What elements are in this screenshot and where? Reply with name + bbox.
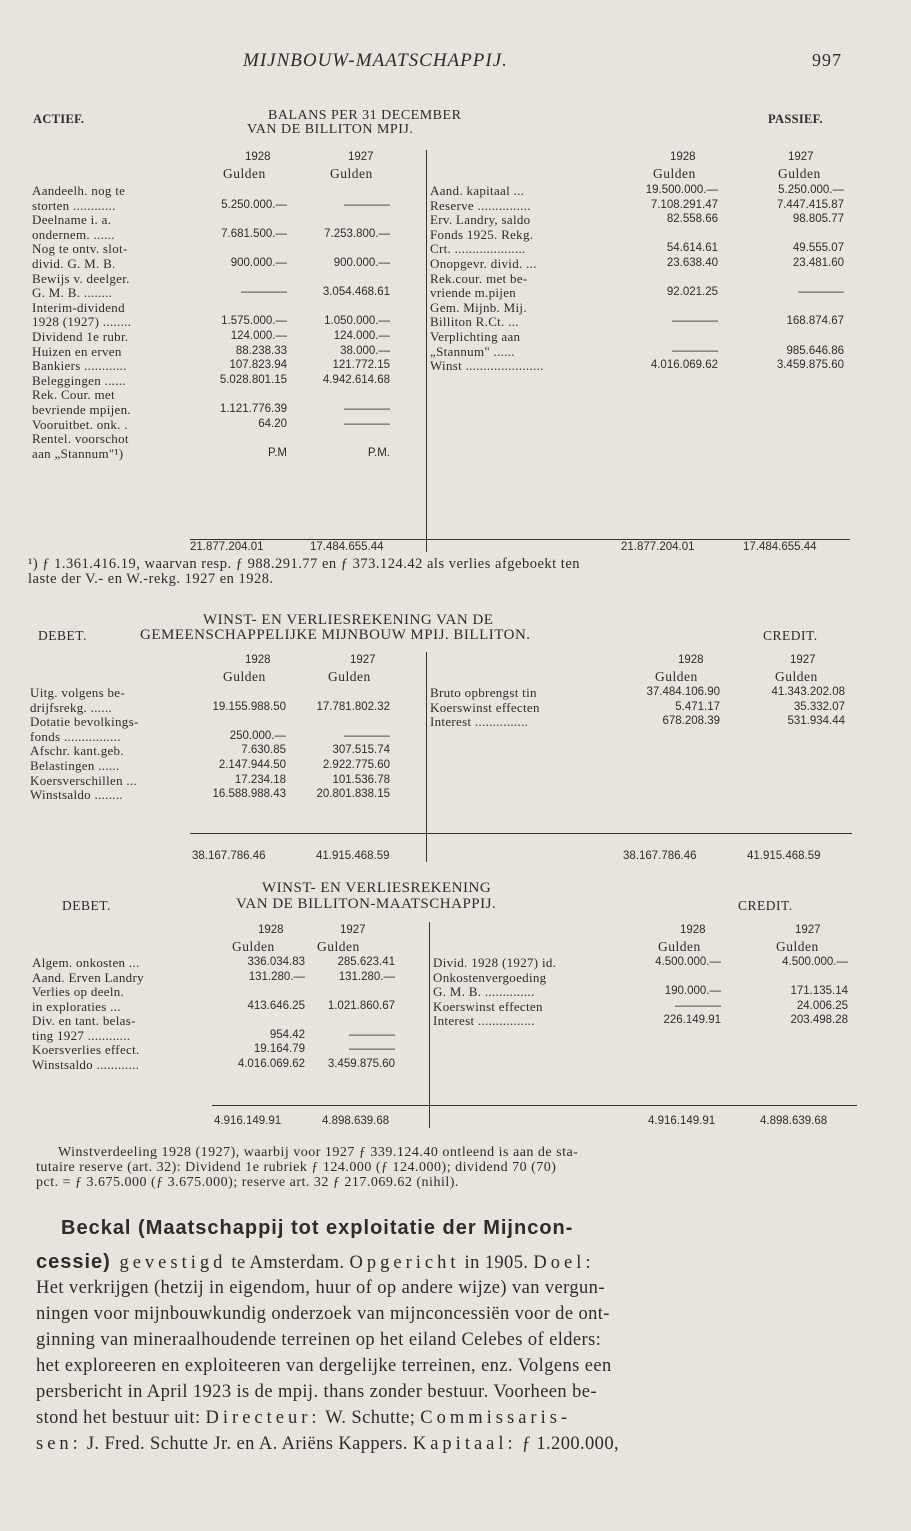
row-label: in exploraties ...: [32, 998, 121, 1014]
row-label: Winst ......................: [430, 358, 544, 374]
beckal-bestuur: stond het bestuur uit:: [36, 1408, 206, 1428]
cell-1927: 7.253.800.—: [324, 227, 390, 240]
cell-1928: ————: [672, 315, 718, 328]
row-label: G. M. B. ........: [32, 285, 113, 301]
row-label: G. M. B. ..............: [433, 984, 535, 999]
cell-1927: 203.498.28: [790, 1014, 848, 1026]
cell-1928: 954.42: [269, 1028, 305, 1041]
wv2-year-1928-right: 1928: [680, 924, 706, 936]
running-title: MIJNBOUW-MAATSCHAPPIJ.: [243, 50, 508, 71]
beckal-location: te Amsterdam.: [226, 1253, 350, 1273]
cell-1928: ————: [672, 344, 718, 357]
cell-1927: 4.500.000.—: [782, 956, 848, 968]
balans-footnote-1: ¹) ƒ 1.361.416.19, waarvan resp. ƒ 988.291.77 en ƒ 373.124.42 als verlies afgeboekt ten: [28, 556, 581, 572]
balans-year-1928-right: 1928: [670, 151, 696, 163]
beckal-kapitaal: ƒ 1.200.000,: [516, 1434, 619, 1454]
row-label: Bankiers ............: [32, 358, 127, 374]
cell-1928: 19.164.79: [253, 1043, 305, 1055]
cell-1928: 124.000.—: [230, 330, 287, 342]
beckal-body-line: persbericht in April 1923 is de mpij. thans zonder bestuur. Voorheen be-: [36, 1382, 597, 1402]
row-label: Beleggingen ......: [32, 372, 126, 388]
wv2-unit-left-b: Gulden: [317, 939, 360, 954]
row-label: Fonds 1925. Rekg.: [430, 226, 534, 242]
row-label: Rek.cour. met be-: [430, 270, 528, 286]
row-label: Algem. onkosten ...: [32, 955, 140, 970]
row-label: Dotatie bevolkings-: [30, 714, 139, 730]
row-label: Deelname i. a.: [32, 212, 112, 228]
cell-1927: 531.934.44: [787, 715, 845, 728]
row-label: vriende m.pijen: [430, 285, 517, 301]
row-label: Nog te ontv. slot-: [32, 241, 128, 257]
cell-1928: 336.034.83: [247, 956, 305, 968]
balans-year-1928-left: 1928: [245, 151, 271, 163]
wv2-unit-right-b: Gulden: [776, 939, 819, 954]
cell-1928: 23.638.40: [666, 257, 718, 269]
wv2-note-1: Winstverdeeling 1928 (1927), waarbij voor 1927 ƒ 339.124.40 ontleend is aan de sta-: [58, 1145, 579, 1160]
balans-total-right-1928: 21.877.204.01: [621, 541, 695, 553]
cell-1927: ————: [798, 286, 844, 299]
beckal-body-line: ginning van mineraalhoudende terreinen op het eiland Celebes of elders:: [36, 1330, 602, 1350]
beckal-commissarissen: J. Fred. Schutte Jr. en A. Ariëns Kappers.: [81, 1434, 413, 1454]
wv2-total-left-1927: 4.898.639.68: [322, 1115, 390, 1127]
row-label: drijfsrekg. ......: [30, 699, 112, 715]
cell-1928: ————: [675, 999, 721, 1012]
cell-1928: 107.823.94: [229, 359, 287, 372]
row-label: Verplichting aan: [430, 329, 521, 344]
wv1-total-rule: [190, 833, 852, 834]
wv1-year-1928-right: 1928: [678, 654, 704, 666]
row-label: ting 1927 ............: [32, 1027, 131, 1043]
row-label: Koerswinst effecten: [430, 699, 540, 715]
beckal-company-name: Beckal (Maatschappij tot exploitatie der Mijncon-: [61, 1217, 574, 1239]
cell-1927: 1.021.860.67: [327, 999, 395, 1012]
row-label: Winstsaldo ............: [32, 1056, 140, 1072]
row-label: Dividend 1e rubr.: [32, 329, 129, 344]
beckal-company-name-end: cessie): [36, 1251, 111, 1273]
row-label: Aandeelh. nog te: [32, 183, 126, 198]
cell-1927: 1.050.000.—: [324, 315, 390, 328]
row-label: Interest ...............: [430, 714, 529, 730]
cell-1928: 82.558.66: [666, 213, 718, 226]
cell-1927: 3.459.875.60: [776, 359, 844, 372]
beckal-gevestigd: gevestigd: [110, 1253, 227, 1273]
wv1-unit-right-b: Gulden: [775, 669, 818, 684]
wv2-title-1: WINST- EN VERLIESREKENING: [262, 880, 492, 896]
cell-1928: 17.234.18: [234, 773, 286, 786]
balans-total-right-1927: 17.484.655.44: [743, 541, 817, 553]
cell-1928: 7.681.500.—: [221, 227, 287, 240]
cell-1927: 24.006.25: [796, 999, 848, 1012]
row-label: storten ............: [32, 197, 116, 213]
cell-1927: 285.623.41: [337, 956, 395, 968]
cell-1928: ————: [241, 286, 287, 299]
cell-1928: 190.000.—: [664, 985, 721, 997]
row-label: Div. en tant. belas-: [32, 1013, 136, 1028]
cell-1928: 900.000.—: [230, 257, 287, 269]
beckal-commissarissen-label-end: sen:: [36, 1434, 82, 1454]
cell-1928: 5.028.801.15: [219, 373, 287, 386]
cell-1928: 54.614.61: [666, 242, 718, 255]
row-label: Belastingen ......: [30, 758, 120, 773]
cell-1928: 4.016.069.62: [650, 359, 718, 372]
row-label: bevriende mpijen.: [32, 402, 131, 417]
cell-1927: 49.555.07: [792, 242, 844, 255]
cell-1928: 88.238.33: [235, 344, 287, 357]
cell-1928: 19.155.988.50: [212, 700, 286, 713]
cell-1928: 7.630.85: [241, 744, 286, 757]
cell-1927: 2.922.775.60: [322, 759, 390, 771]
row-label: Billiton R.Ct. ...: [430, 314, 519, 330]
cell-1927: 900.000.—: [333, 257, 390, 269]
row-label: Bewijs v. deelger.: [32, 270, 130, 286]
wv2-total-left-1928: 4.916.149.91: [214, 1115, 282, 1127]
beckal-body-line: ningen voor mijnbouwkundig onderzoek van mijnconcessiën voor de ont-: [36, 1304, 610, 1324]
row-label: fonds ................: [30, 728, 121, 744]
wv1-title-1: WINST- EN VERLIESREKENING VAN DE: [203, 612, 494, 628]
cell-1927: 23.481.60: [792, 257, 844, 269]
balans-total-left-1927: 17.484.655.44: [310, 541, 384, 553]
row-label: Winstsaldo ........: [30, 787, 123, 803]
wv1-year-1928-left: 1928: [245, 654, 271, 666]
beckal-kapitaal-label: Kapitaal:: [412, 1434, 517, 1454]
cell-1927: P.M.: [367, 446, 390, 459]
cell-1928: 7.108.291.47: [650, 198, 718, 211]
row-label: Gem. Mijnb. Mij.: [430, 299, 527, 315]
beckal-body-line: Het verkrijgen (hetzij in eigendom, huur of op andere wijze) van vergun-: [36, 1278, 605, 1298]
cell-1928: 1.121.776.39: [219, 403, 287, 415]
balans-unit-right-b: Gulden: [778, 166, 821, 181]
cell-1927: 307.515.74: [332, 744, 390, 757]
cell-1928: 37.484.106.90: [646, 686, 720, 698]
wv1-divider: [426, 652, 427, 862]
cell-1928: 5.250.000.—: [221, 198, 287, 211]
balans-footnote-2: laste der V.- en W.-rekg. 1927 en 1928.: [28, 571, 274, 587]
cell-1927: ————: [344, 729, 390, 742]
wv2-unit-left-a: Gulden: [232, 939, 275, 954]
wv2-note-3: pct. = ƒ 3.675.000 (ƒ 3.675.000); reserve art. 32 ƒ 217.069.62 (nihil).: [36, 1175, 459, 1190]
wv2-debet-label: DEBET.: [62, 898, 111, 913]
balans-year-1927-right: 1927: [788, 151, 814, 163]
cell-1928: 678.208.39: [662, 715, 720, 728]
wv1-unit-left-b: Gulden: [328, 669, 371, 684]
balans-title-2: VAN DE BILLITON MPIJ.: [247, 122, 414, 137]
cell-1928: 250.000.—: [229, 729, 286, 742]
wv2-divider: [429, 922, 430, 1128]
cell-1927: ————: [344, 417, 390, 430]
cell-1927: ————: [344, 403, 390, 415]
cell-1927: 3.054.468.61: [322, 286, 390, 299]
balans-total-left-1928: 21.877.204.01: [190, 541, 264, 553]
cell-1927: 4.942.614.68: [322, 373, 390, 386]
cell-1928: 92.021.25: [666, 286, 718, 299]
row-label: Aand. kapitaal ...: [430, 183, 525, 198]
cell-1928: 131.280.—: [248, 970, 305, 983]
cell-1928: 19.500.000.—: [645, 184, 718, 196]
beckal-body-line: het exploreeren en exploiteeren van dergelijke terreinen, enz. Volgens een: [36, 1356, 612, 1376]
row-label: „Stannum" ......: [430, 343, 515, 359]
balans-divider: [426, 150, 427, 552]
cell-1928: 413.646.25: [247, 999, 305, 1012]
cell-1927: ————: [349, 1043, 395, 1055]
wv2-credit-label: CREDIT.: [738, 898, 793, 913]
cell-1927: ————: [344, 198, 390, 211]
row-label: ondernem. ......: [32, 226, 115, 242]
cell-1928: 226.149.91: [663, 1014, 721, 1026]
beckal-year: in 1905.: [459, 1253, 534, 1273]
cell-1927: 98.805.77: [792, 213, 844, 226]
row-label: Afschr. kant.geb.: [30, 743, 124, 759]
cell-1927: 20.801.838.15: [316, 788, 390, 801]
row-label: Rentel. voorschot: [32, 431, 129, 447]
row-label: Huizen en erven: [32, 343, 122, 359]
beckal-directeur-label: Directeur:: [205, 1408, 321, 1428]
wv1-unit-left-a: Gulden: [223, 669, 266, 684]
beckal-directeur: W. Schutte;: [320, 1408, 421, 1428]
wv1-total-left-1927: 41.915.468.59: [316, 850, 390, 862]
balans-unit-left-a: Gulden: [223, 166, 266, 181]
wv2-total-right-1927: 4.898.639.68: [760, 1115, 828, 1127]
cell-1927: 168.874.67: [786, 315, 844, 328]
row-label: Bruto opbrengst tin: [430, 685, 537, 700]
cell-1927: 7.447.415.87: [776, 198, 844, 211]
beckal-line-8: [36, 1432, 619, 1457]
cell-1928: 4.016.069.62: [237, 1057, 305, 1070]
row-label: Interest ................: [433, 1013, 535, 1028]
beckal-line-1: [36, 1250, 595, 1276]
cell-1927: 124.000.—: [333, 330, 390, 342]
cell-1928: 2.147.944.50: [218, 759, 286, 771]
cell-1927: 101.536.78: [332, 773, 390, 786]
row-label: aan „Stannum"¹): [32, 445, 124, 461]
wv2-title-2: VAN DE BILLITON-MAATSCHAPPIJ.: [236, 896, 497, 912]
cell-1927: 38.000.—: [340, 344, 390, 357]
row-label: Vooruitbet. onk. .: [32, 416, 128, 432]
row-label: Aand. Erven Landry: [32, 969, 144, 985]
beckal-commissarissen-label: Commissaris-: [420, 1408, 572, 1428]
wv2-year-1928-left: 1928: [258, 924, 284, 936]
wv1-year-1927-right: 1927: [790, 654, 816, 666]
row-label: Koersverschillen ...: [30, 772, 138, 788]
wv2-total-rule: [212, 1105, 857, 1106]
wv2-total-right-1928: 4.916.149.91: [648, 1115, 716, 1127]
cell-1927: 5.250.000.—: [778, 184, 844, 196]
cell-1927: ————: [349, 1028, 395, 1041]
cell-1927: 171.135.14: [790, 985, 848, 997]
row-label: Onopgevr. divid. ...: [430, 256, 537, 271]
wv1-credit-label: CREDIT.: [763, 628, 818, 643]
cell-1928: P.M: [268, 446, 287, 459]
wv1-debet-label: DEBET.: [38, 628, 87, 643]
passief-label: PASSIEF.: [768, 112, 823, 126]
row-label: Divid. 1928 (1927) id.: [433, 955, 557, 970]
row-label: 1928 (1927) ........: [32, 314, 132, 330]
beckal-opgericht: Opgericht: [349, 1253, 460, 1273]
cell-1927: 121.772.15: [332, 359, 390, 372]
cell-1928: 4.500.000.—: [655, 956, 721, 968]
wv2-unit-right-a: Gulden: [658, 939, 701, 954]
wv1-title-2: GEMEENSCHAPPELIJKE MIJNBOUW MPIJ. BILLITON.: [140, 627, 531, 643]
cell-1928: 64.20: [258, 417, 287, 430]
cell-1927: 131.280.—: [338, 970, 395, 983]
row-label: Reserve ...............: [430, 197, 531, 213]
balans-unit-left-b: Gulden: [330, 166, 373, 181]
row-label: Uitg. volgens be-: [30, 685, 126, 700]
balans-year-1927-left: 1927: [348, 151, 374, 163]
cell-1927: 41.343.202.08: [771, 686, 845, 698]
wv2-note-2: tutaire reserve (art. 32): Dividend 1e rubriek ƒ 124.000 (ƒ 124.000); dividend 70 (70): [36, 1160, 557, 1175]
wv1-unit-right-a: Gulden: [655, 669, 698, 684]
row-label: Crt. ....................: [430, 241, 526, 257]
row-label: Koersverlies effect.: [32, 1042, 140, 1057]
cell-1928: 5.471.17: [675, 700, 720, 713]
row-label: Onkostenvergoeding: [433, 969, 547, 985]
cell-1928: 16.588.988.43: [212, 788, 286, 801]
row-label: Interim-dividend: [32, 299, 125, 315]
cell-1927: 17.781.802.32: [316, 700, 390, 713]
row-label: Erv. Landry, saldo: [430, 212, 531, 228]
actief-label: ACTIEF.: [33, 112, 85, 126]
cell-1927: 985.646.86: [786, 344, 844, 357]
balans-title-1: BALANS PER 31 DECEMBER: [268, 108, 462, 123]
wv1-total-right-1928: 38.167.786.46: [623, 850, 697, 862]
row-label: divid. G. M. B.: [32, 256, 116, 271]
balans-total-rule: [190, 539, 850, 540]
row-label: Rek. Cour. met: [32, 387, 115, 403]
cell-1927: 35.332.07: [793, 700, 845, 713]
wv1-total-left-1928: 38.167.786.46: [192, 850, 266, 862]
wv2-year-1927-right: 1927: [795, 924, 821, 936]
beckal-line-7: [36, 1406, 571, 1431]
wv2-year-1927-left: 1927: [340, 924, 366, 936]
row-label: Koerswinst effecten: [433, 998, 543, 1014]
cell-1927: 3.459.875.60: [327, 1057, 395, 1070]
cell-1928: 1.575.000.—: [221, 315, 287, 328]
row-label: Verlies op deeln.: [32, 984, 125, 999]
page-number: 997: [812, 50, 842, 70]
wv1-year-1927-left: 1927: [350, 654, 376, 666]
beckal-heading-line: [61, 1216, 573, 1242]
beckal-doel: Doel:: [533, 1253, 595, 1273]
balans-unit-right-a: Gulden: [653, 166, 696, 181]
wv1-total-right-1927: 41.915.468.59: [747, 850, 821, 862]
